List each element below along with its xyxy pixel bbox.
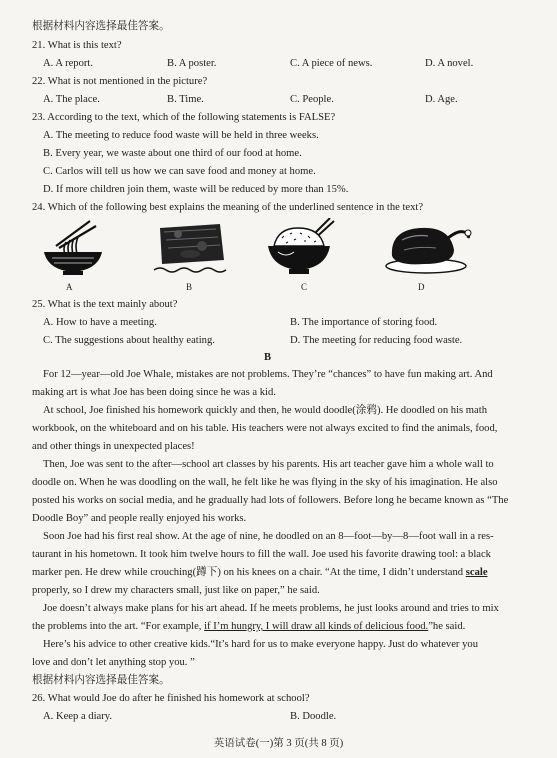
- passage-line: properly, so I drew my characters small, just like on paper,” he said.: [32, 585, 320, 596]
- passage-line: Doodle Boy” and people really enjoyed his works.: [32, 513, 247, 524]
- underlined-word-scale: scale: [465, 567, 488, 578]
- passage-text: the problems into the art. “For example,: [32, 621, 205, 632]
- passage-line: doodle on. When he was doodling on the wall, he felt like he was flying in the sky of his imagination. He also: [32, 477, 498, 488]
- q23-option-c[interactable]: C. Carlos will tell us how we can save food and money at home.: [43, 166, 316, 177]
- passage-line: Here’s his advice to other creative kids.“It’s hard for us to make everyone happy. Just do whatever you: [43, 639, 478, 650]
- passage-line: workbook, on the whiteboard and on his table. His teachers were not always excited to find the animals, food,: [32, 423, 498, 434]
- q23-option-a[interactable]: A. The meeting to reduce food waste will be held in three weeks.: [43, 130, 319, 141]
- question-23-stem: 23. According to the text, which of the following statements is FALSE?: [32, 112, 336, 123]
- q26-option-b[interactable]: B. Doodle.: [290, 711, 337, 722]
- noodle-bowl-icon[interactable]: [36, 218, 110, 276]
- q21-option-a[interactable]: A. A report.: [43, 58, 94, 69]
- picture-label-b: B: [186, 282, 193, 292]
- passage-line: Soon Joe had his first real show. At the age of nine, he doodled on an 8—foot—by—8—foot wall in a res-: [43, 531, 494, 542]
- q21-option-b[interactable]: B. A poster.: [167, 58, 217, 69]
- passage-line: [32, 620, 465, 634]
- question-24-stem: 24. Which of the following best explains the meaning of the underlined sentence in the text?: [32, 202, 424, 213]
- passage-text: ”he said.: [428, 621, 466, 632]
- question-22-stem: 22. What is not mentioned in the picture?: [32, 76, 208, 87]
- passage-text: marker pen. He drew while crouching(蹲下) on his knees on a chair. “At the time, I didn’t understand: [32, 567, 464, 578]
- picture-label-a: A: [66, 282, 73, 292]
- instruction-heading: 根据材料内容选择最佳答案。: [32, 21, 170, 32]
- question-25-stem: 25. What is the text mainly about?: [32, 299, 178, 310]
- q26-option-a[interactable]: A. Keep a diary.: [43, 711, 113, 722]
- q25-option-c[interactable]: C. The suggestions about healthy eating.: [43, 335, 215, 346]
- q21-option-c[interactable]: C. A piece of news.: [290, 58, 373, 69]
- passage-line: making art is what Joe has been doing since he was a kid.: [32, 387, 276, 398]
- passage-line: For 12—year—old Joe Whale, mistakes are not problems. They’re “chances” to have fun making art. And: [43, 369, 493, 380]
- q25-option-a[interactable]: A. How to have a meeting.: [43, 317, 157, 328]
- question-26-stem: 26. What would Joe do after he finished his homework at school?: [32, 693, 310, 704]
- q23-option-d[interactable]: D. If more children join them, waste will be reduced by more than 15%.: [43, 184, 349, 195]
- page-footer: 英语试卷(一)第 3 页(共 8 页): [213, 738, 344, 749]
- q23-option-b[interactable]: B. Every year, we waste about one third of our food at home.: [43, 148, 302, 159]
- q25-option-b[interactable]: B. The importance of storing food.: [290, 317, 438, 328]
- q22-option-b[interactable]: B. Time.: [167, 94, 204, 105]
- q21-option-d[interactable]: D. A novel.: [425, 58, 474, 69]
- roast-chicken-icon[interactable]: [384, 220, 472, 276]
- q22-option-a[interactable]: A. The place.: [43, 94, 100, 105]
- rice-bowl-chopsticks-icon[interactable]: [264, 218, 336, 276]
- q22-option-c[interactable]: C. People.: [290, 94, 334, 105]
- underlined-sentence: if I’m hungry, I will draw all kinds of delicious food.: [204, 621, 429, 632]
- passage-line: taurant in his hometown. It took him twelve hours to fill the wall. Joe used his favorite drawing tool: a black: [32, 549, 491, 560]
- q25-option-d[interactable]: D. The meeting for reducing food waste.: [290, 335, 463, 346]
- passage-line: posted his works on social media, and he gradually had lots of followers. Before long he became known as “The: [32, 495, 509, 506]
- instruction-heading: 根据材料内容选择最佳答案。: [32, 675, 170, 686]
- section-heading: B: [264, 352, 272, 363]
- picture-label-d: D: [418, 282, 425, 292]
- passage-line: At school, Joe finished his homework quickly and then, he would doodle(涂鸦). He doodled on his math: [43, 405, 487, 416]
- picture-label-c: C: [301, 282, 308, 292]
- passage-line: Joe doesn’t always make plans for his art ahead. If he meets problems, he just looks around and tries to mix: [43, 603, 499, 614]
- passage-line: Then, Joe was sent to the after—school art classes by his parents. His art teacher gave him a whole wall to: [43, 459, 494, 470]
- passage-line: love and don’t let anything stop you. ”: [32, 657, 195, 668]
- question-21-stem: 21. What is this text?: [32, 40, 122, 51]
- passage-line: and other things in unexpected places!: [32, 441, 195, 452]
- passage-line: [32, 566, 488, 580]
- q22-option-d[interactable]: D. Age.: [425, 94, 458, 105]
- food-waste-icon[interactable]: [150, 220, 232, 276]
